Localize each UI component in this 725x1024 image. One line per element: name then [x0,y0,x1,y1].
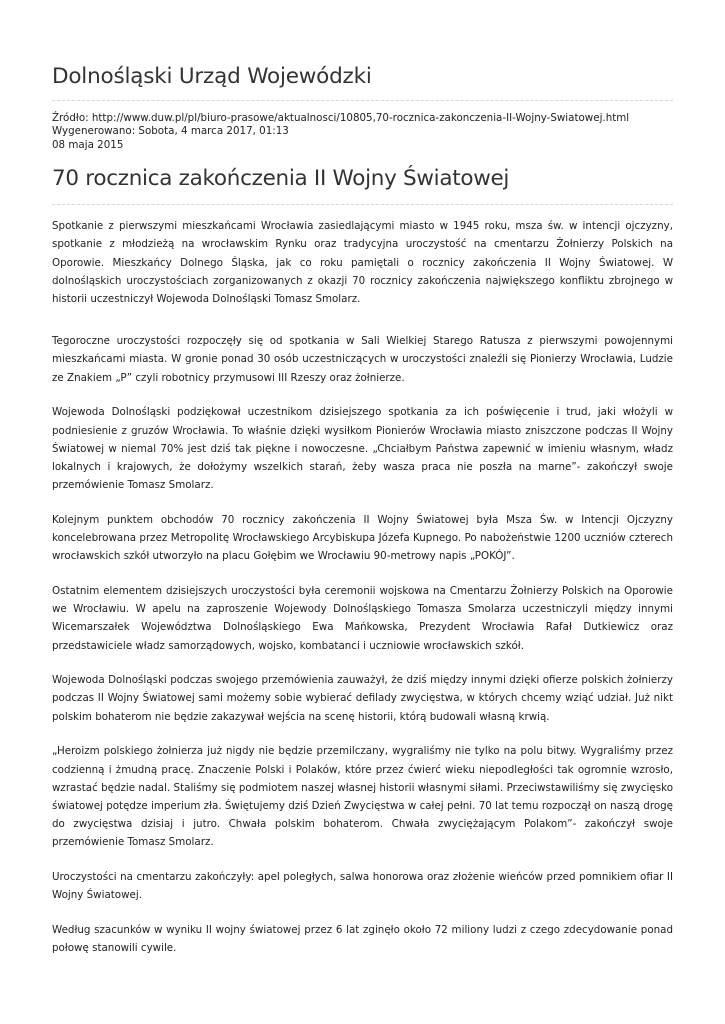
article-title: 70 rocznica zakończenia II Wojny Światowej [52,166,510,192]
article-paragraph: Wojewoda Dolnośląski podziękował uczestnikom dzisiejszego spotkania za ich poświęcenie i trud, jaki włożyli w podniesienie z gruzów Wrocławia. To właśnie dzięki wysiłkom Pionierów Wrocławia miasto zniszczone podczas II Wojny Światowej w niemal 70% jest dziś tak piękne i nowoczesne. „Chciałbym Państwa zapewnić w imieniu własnym, władz lokalnych i krajowych, że dołożymy wszelkich starań, żeby wasza praca nie poszła na marne”- zakończył swoje przemówienie Tomasz Smolarz. [52,406,673,492]
article-date: 08 maja 2015 [52,138,124,151]
article-paragraph: Tegoroczne uroczystości rozpoczęły się od spotkania w Sali Wielkiej Starego Ratusza z pierwszymi powojennymi mieszkańcami miasta. W gronie ponad 30 osób uczestniczących w uroczystości znaleźli się Pionierzy Wrocławia, Ludzie ze Znakiem „P” czyli robotnicy przymusowi III Rzeszy oraz żołnierze. [52,335,673,384]
generated-line: Wygenerowano: Sobota, 4 marca 2017, 01:13 [52,125,289,138]
article-paragraph: Uroczystości na cmentarzu zakończyły: apel poległych, salwa honorowa oraz złożenie wieńców przed pomnikiem ofiar II Wojny Światowej. [52,871,673,902]
header-divider [52,100,673,101]
article-paragraph: „Heroizm polskiego żołnierza już nigdy nie będzie przemilczany, wygraliśmy nie tylko na polu bitwy. Wygraliśmy przez codzienną i żmudną pracę. Znaczenie Polski i Polaków, które przez ćwierć wieku niepodległości tak ogromnie wzrosło, wzrastać będzie nadal. Staliśmy się podmiotem naszej własnej historii własnymi siłami. Przeciwstawiliśmy się zwycięsko światowej potędze imperium zła. Świętujemy dziś Dzień Zwycięstwa w całej pełni. 70 lat temu rozpoczął on naszą drogę do zwycięstwa dzisiaj i jutro. Chwała polskim bohaterom. Chwała zwyciężającym Polakom”- zakończył swoje przemówienie Tomasz Smolarz. [52,745,673,849]
article-paragraph: Według szacunków w wyniku II wojny światowej przez 6 lat zginęło około 72 miliony ludzi z czego zdecydowanie ponad połowę stanowili cywile. [52,924,673,955]
article-paragraph: Kolejnym punktem obchodów 70 rocznicy zakończenia II Wojny Światowej była Msza Św. w Intencji Ojczyzny koncelebrowana przez Metropolitę Wrocławskiego Arcybiskupa Józefa Kupnego. Po nabożeństwie 1200 uczniów czterech wrocławskich szkół utworzyło na placu Gołębim we Wrocławiu 90-metrowy napis „POKÓJ”. [52,513,673,563]
site-title: Dolnośląski Urząd Wojewódzki [52,64,372,89]
document-meta [52,112,673,152]
source-line: Źródło: http://www.duw.pl/pl/biuro-prasowe/aktualnosci/10805,70-rocznica-zakonczenia-II-Wojny-Swiatowej.html [52,112,630,124]
article-paragraph: Ostatnim elementem dzisiejszych uroczystości była ceremonii wojskowa na Cmentarzu Żołnierzy Polskich na Oporowie we Wrocławiu. W apelu na zaproszenie Wojewody Dolnośląskiego Tomasza Smolarza uczestniczyli między innymi Wicemarszałek Województwa Dolnośląskiego Ewa Mańkowska, Prezydent Wrocławia Rafał Dutkiewicz oraz przedstawiciele władz samorządowych, wojsko, kombatanci i uczniowie wrocławskich szkół. [52,584,673,652]
article-paragraph: Spotkanie z pierwszymi mieszkańcami Wrocławia zasiedlającymi miasto w 1945 roku, msza św. w intencji ojczyzny, spotkanie z młodzieżą na wrocławskim Rynku oraz tradycyjna uroczystość na cmentarzu Żołnierzy Polskich na Oporowie. Mieszkańcy Dolnego Śląska, jak co roku pamiętali o rocznicy zakończenia II Wojny Światowej. W dolnośląskich uroczystościach zorganizowanych z okazji 70 rocznicy zakończenia największego konfliktu zbrojnego w historii uczestniczył Wojewoda Dolnośląski Tomasz Smolarz. [52,220,673,306]
document-page [52,58,673,974]
article-paragraph: Wojewoda Dolnośląski podczas swojego przemówienia zauważył, że dziś między innymi dzięki ofierze polskich żołnierzy podczas II Wojny Światowej sami możemy sobie wybierać defilady zwycięstwa, w których chcemy wziąć udział. Już nikt polskim bohaterom nie będzie zakazywał wejścia na scenę historii, którą budowali własną krwią. [52,674,673,723]
title-divider [52,204,673,205]
article-body [52,217,673,957]
